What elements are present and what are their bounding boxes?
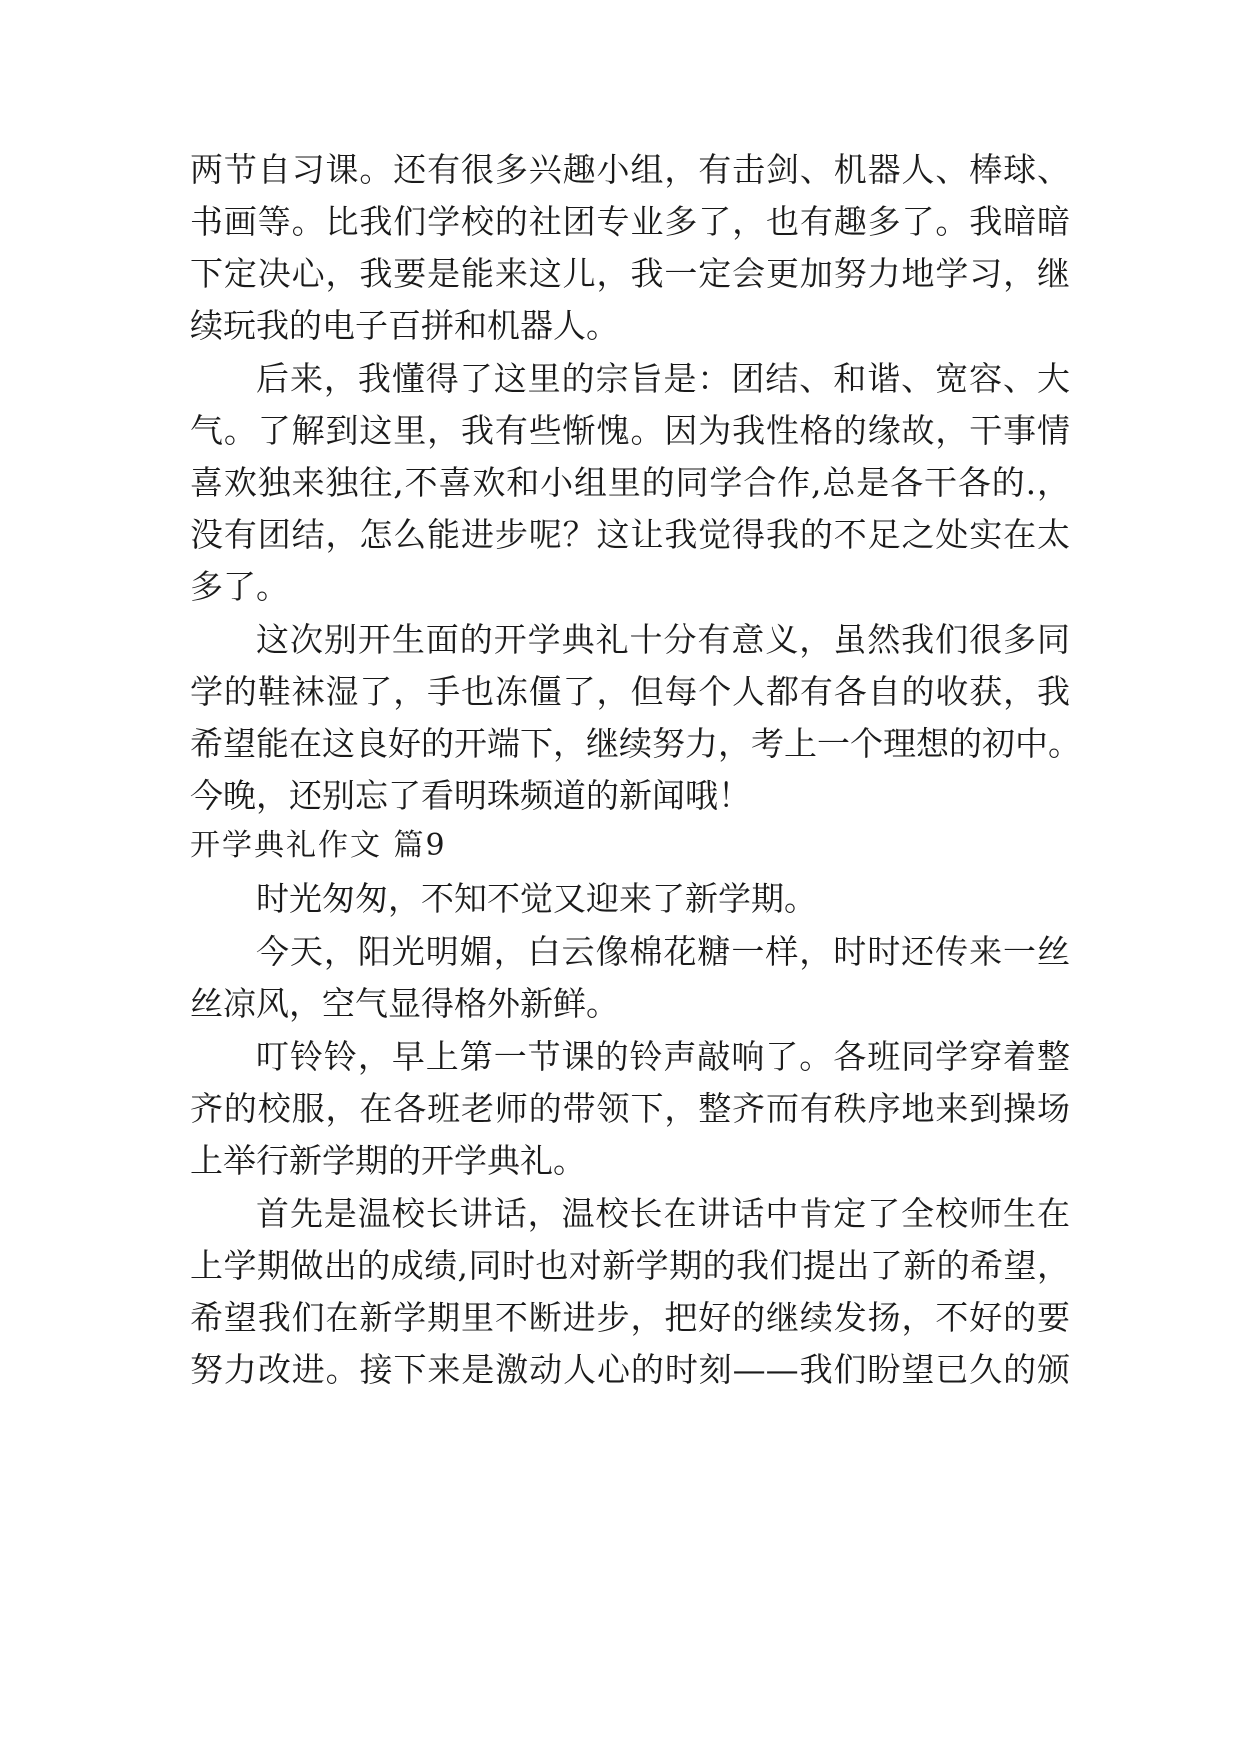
body-text-line: 没有团结，怎么能进步呢？这让我觉得我的不足之处实在太 [190, 515, 1070, 554]
body-text-line: 努力改进。接下来是激动人心的时刻——我们盼望已久的颁 [190, 1350, 1070, 1389]
body-text-line: 多了。 [190, 567, 289, 606]
section-heading: 开学典礼作文 篇9 [190, 828, 447, 863]
body-text-line: 首先是温校长讲话，温校长在讲话中肯定了全校师生在 [256, 1194, 1070, 1233]
body-text-line: 齐的校服，在各班老师的带领下，整齐而有秩序地来到操场 [190, 1089, 1070, 1128]
body-text-line: 上学期做出的成绩,同时也对新学期的我们提出了新的希望， [190, 1246, 1070, 1285]
body-text-line: 喜欢独来独往,不喜欢和小组里的同学合作,总是各干各的.， [190, 463, 1070, 502]
body-text-line: 今天，阳光明媚，白云像棉花糖一样，时时还传来一丝 [256, 932, 1070, 971]
body-text-line: 上举行新学期的开学典礼。 [190, 1141, 586, 1180]
body-text-line: 丝凉风，空气显得格外新鲜。 [190, 984, 619, 1023]
body-text-line: 今晚，还别忘了看明珠频道的新闻哦！ [190, 776, 751, 815]
body-text-line: 续玩我的电子百拼和机器人。 [190, 306, 619, 345]
body-text-line: 这次别开生面的开学典礼十分有意义，虽然我们很多同 [256, 620, 1070, 659]
body-text-line: 气。了解到这里，我有些惭愧。因为我性格的缘故，干事情 [190, 411, 1070, 450]
body-text-line: 下定决心，我要是能来这儿，我一定会更加努力地学习，继 [190, 254, 1070, 293]
body-text-line: 书画等。比我们学校的社团专业多了，也有趣多了。我暗暗 [190, 202, 1070, 241]
body-text-line: 学的鞋袜湿了，手也冻僵了，但每个人都有各自的收获，我 [190, 672, 1070, 711]
body-text-line: 叮铃铃，早上第一节课的铃声敲响了。各班同学穿着整 [256, 1037, 1070, 1076]
body-text-line: 时光匆匆，不知不觉又迎来了新学期。 [256, 879, 817, 918]
body-text-line: 希望我们在新学期里不断进步，把好的继续发扬，不好的要 [190, 1298, 1070, 1337]
body-text-line: 希望能在这良好的开端下，继续努力，考上一个理想的初中。 [190, 724, 1081, 763]
body-text-line: 后来，我懂得了这里的宗旨是：团结、和谐、宽容、大 [256, 359, 1070, 398]
body-text-line: 两节自习课。还有很多兴趣小组，有击剑、机器人、棒球、 [190, 150, 1070, 189]
